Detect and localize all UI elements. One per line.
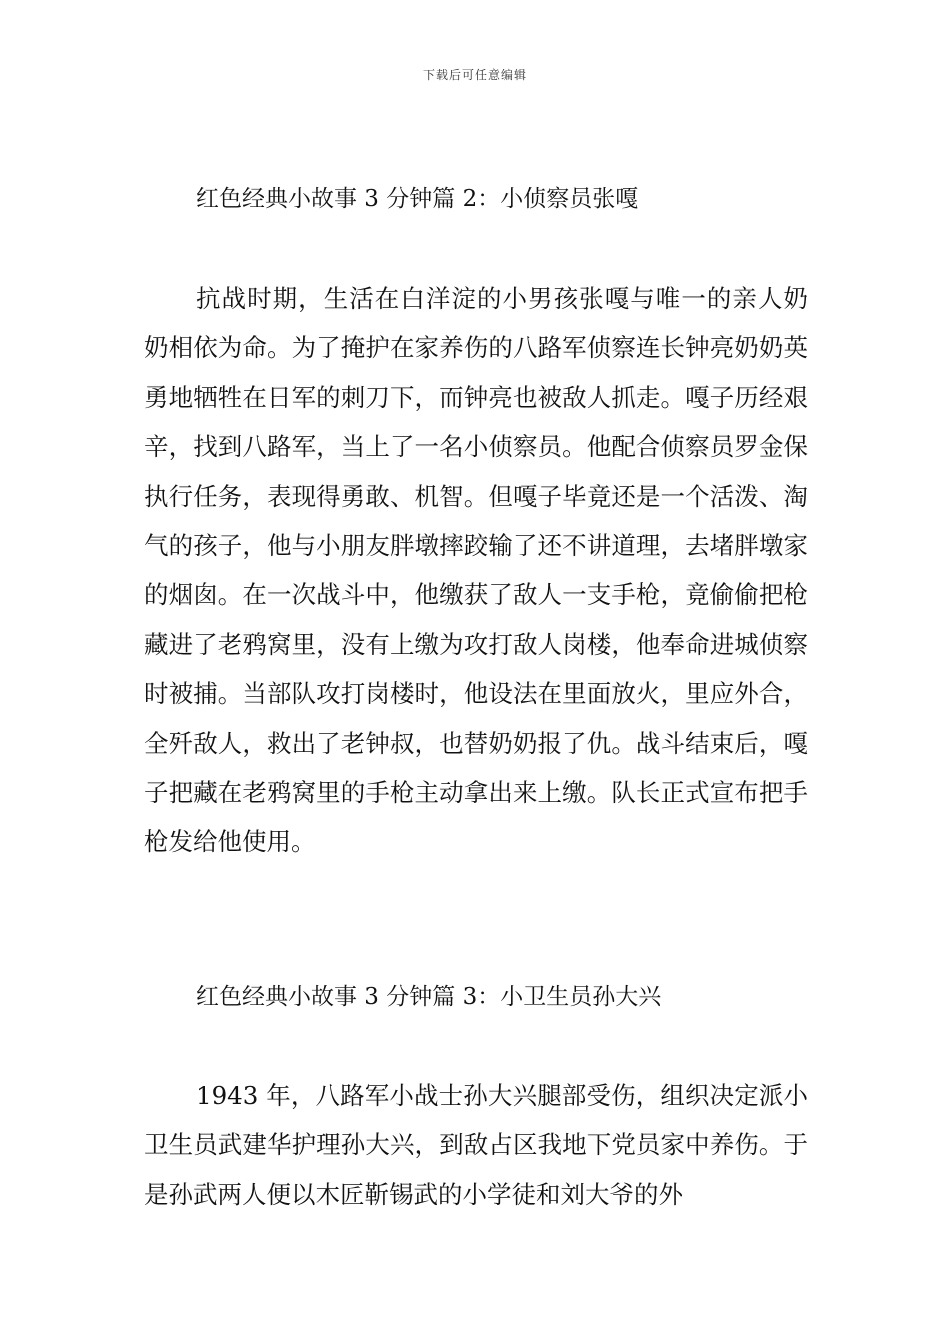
section-body-2: 抗战时期，生活在白洋淀的小男孩张嘎与唯一的亲人奶奶相依为命。为了掩护在家养伤的八路军侦察连长钟亮奶奶英勇地牺牲在日军的刺刀下，而钟亮也被敌人抓走。嘎子历经艰辛，找到八路军，当上了一名小侦察员。他配合侦察员罗金保执行任务，表现得勇敢、机智。但嘎子毕竟还是一个活泼、淘气的孩子，他与小朋友胖墩摔跤输了还不讲道理，去堵胖墩家的烟囱。在一次战斗中，他缴获了敌人一支手枪，竟偷偷把枪藏进了老鸦窝里，没有上缴为攻打敌人岗楼，他奉命进城侦察时被捕。当部队攻打岗楼时，他设法在里面放火，里应外合，全歼敌人，救出了老钟叔，也替奶奶报了仇。战斗结束后，嘎子把藏在老鸦窝里的手枪主动拿出来上缴。队长正式宣布把手枪发给他使用。: [144, 284, 808, 857]
section-heading-2: 红色经典小故事 3 分钟篇 2：小侦察员张嘎: [196, 186, 639, 212]
header-note: 下载后可任意编辑: [422, 68, 527, 82]
section-body-3: 1943 年，八路军小战士孙大兴腿部受伤，组织决定派小卫生员武建华护理孙大兴，到敌占区我地下党员家中养伤。于是孙武两人便以木匠靳锡武的小学徒和刘大爷的外: [144, 1081, 808, 1209]
section-heading-3: 红色经典小故事 3 分钟篇 3：小卫生员孙大兴: [196, 984, 662, 1010]
